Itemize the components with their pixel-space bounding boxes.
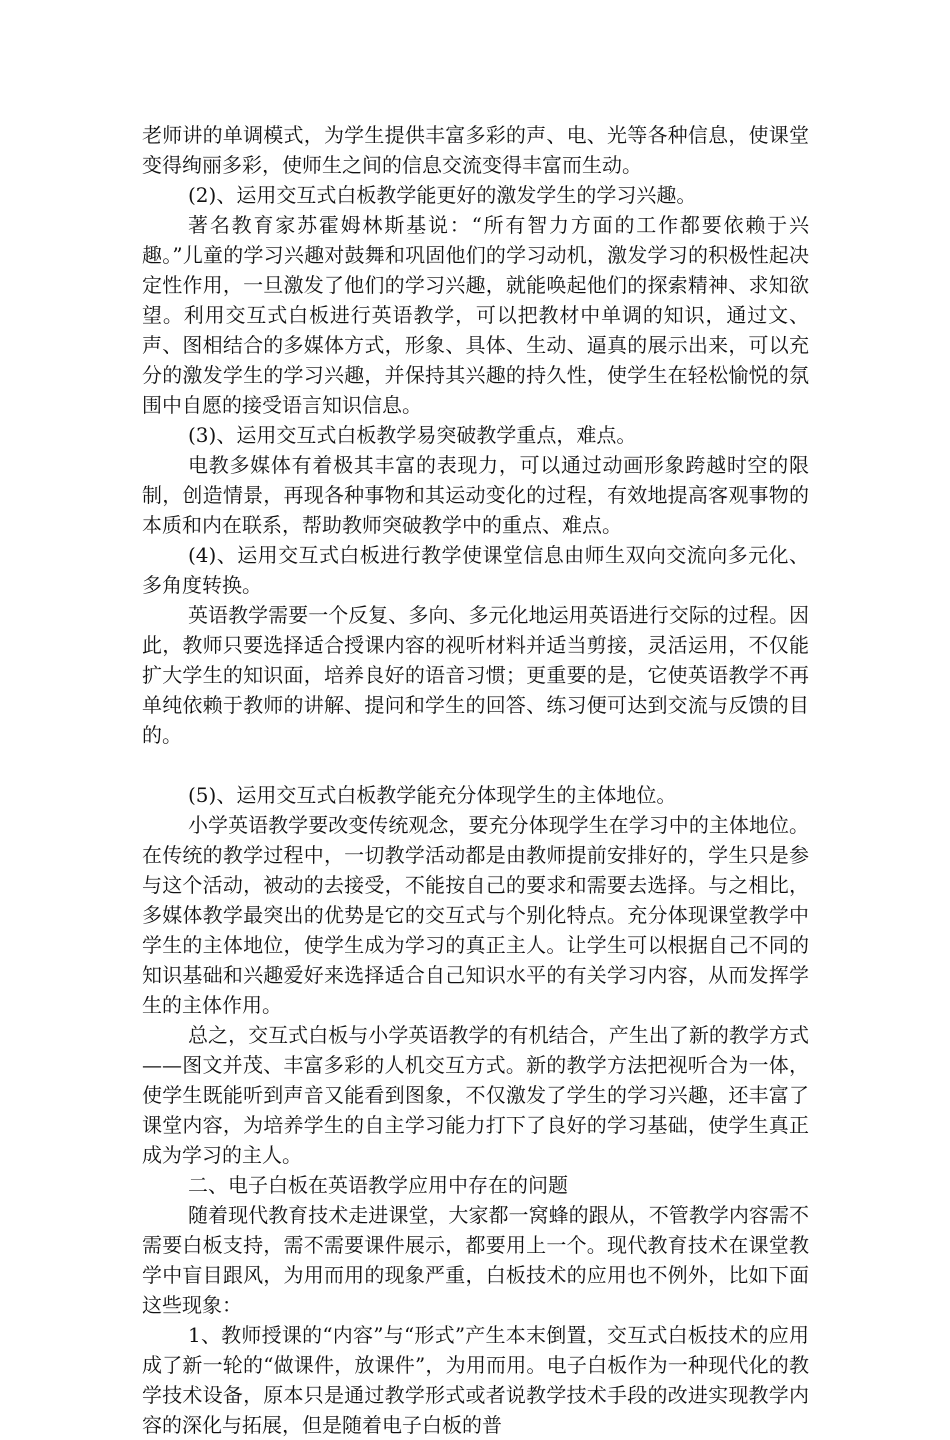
- paragraph-trend: 随着现代教育技术走进课堂，大家都一窝蜂的跟从，不管教学内容需不需要白板支持，需不需要课件展示，都要用上一个。现代教育技术在课堂教学中盲目跟风，为用而用的现象严重，白板技术的应用也不例外，比如下面这些现象：: [142, 1203, 809, 1317]
- paragraph-problem-1: 1、教师授课的“内容”与“形式”产生本末倒置，交互式白板技术的应用成了新一轮的“做课件，放课件”，为用而用。电子白板作为一种现代化的教学技术设备，原本只是通过教学形式或者说教学技术手段的改进实现教学内容的深化与拓展，但是随着电子白板的普: [142, 1323, 809, 1437]
- section-heading-5: (5)、运用交互式白板教学能充分体现学生的主体地位。: [188, 783, 677, 807]
- chapter-heading-2: 二、电子白板在英语教学应用中存在的问题: [188, 1173, 568, 1197]
- paragraph-summary: 总之，交互式白板与小学英语教学的有机结合，产生出了新的教学方式——图文并茂、丰富多彩的人机交互方式。新的教学方法把视听合为一体，使学生既能听到声音又能看到图象，不仅激发了学生的学习兴趣，还丰富了课堂内容，为培养学生的自主学习能力打下了良好的学习基础，使学生真正成为学习的主人。: [142, 1023, 809, 1167]
- section-heading-4: (4)、运用交互式白板进行教学使课堂信息由师生双向交流向多元化、多角度转换。: [142, 543, 809, 597]
- document-body: [142, 120, 809, 1440]
- paragraph-continuation: 老师讲的单调模式，为学生提供丰富多彩的声、电、光等各种信息，使课堂变得绚丽多彩，使师生之间的信息交流变得丰富而生动。: [142, 123, 809, 177]
- paragraph-student-subject: 小学英语教学要改变传统观念，要充分体现学生在学习中的主体地位。在传统的教学过程中，一切教学活动都是由教师提前安排好的，学生只是参与这个活动，被动的去接受，不能按自己的要求和需要去选择。与之相比，多媒体教学最突出的优势是它的交互式与个别化特点。充分体现课堂教学中学生的主体地位，使学生成为学习的真正主人。让学生可以根据自己不同的知识基础和兴趣爱好来选择适合自己知识水平的有关学习内容，从而发挥学生的主体作用。: [142, 813, 809, 1017]
- paragraph-multimedia: 电教多媒体有着极其丰富的表现力，可以通过动画形象跨越时空的限制，创造情景，再现各种事物和其运动变化的过程，有效地提高客观事物的本质和内在联系，帮助教师突破教学中的重点、难点。: [142, 453, 809, 537]
- blank-line: [142, 750, 809, 780]
- section-heading-3: (3)、运用交互式白板教学易突破教学重点，难点。: [188, 423, 637, 447]
- paragraph-english-teaching: 英语教学需要一个反复、多向、多元化地运用英语进行交际的过程。因此，教师只要选择适合授课内容的视听材料并适当剪接，灵活运用，不仅能扩大学生的知识面，培养良好的语音习惯；更重要的是，它使英语教学不再单纯依赖于教师的讲解、提问和学生的回答、练习便可达到交流与反馈的目的。: [142, 603, 809, 747]
- paragraph-interest: 著名教育家苏霍姆林斯基说：“所有智力方面的工作都要依赖于兴趣。”儿童的学习兴趣对鼓舞和巩固他们的学习动机，激发学习的积极性起决定性作用，一旦激发了他们的学习兴趣，就能唤起他们的探索精神、求知欲望。利用交互式白板进行英语教学，可以把教材中单调的知识，通过文、声、图相结合的多媒体方式，形象、具体、生动、逼真的展示出来，可以充分的激发学生的学习兴趣，并保持其兴趣的持久性，使学生在轻松愉悦的氛围中自愿的接受语言知识信息。: [142, 213, 809, 417]
- section-heading-2: (2)、运用交互式白板教学能更好的激发学生的学习兴趣。: [188, 183, 697, 207]
